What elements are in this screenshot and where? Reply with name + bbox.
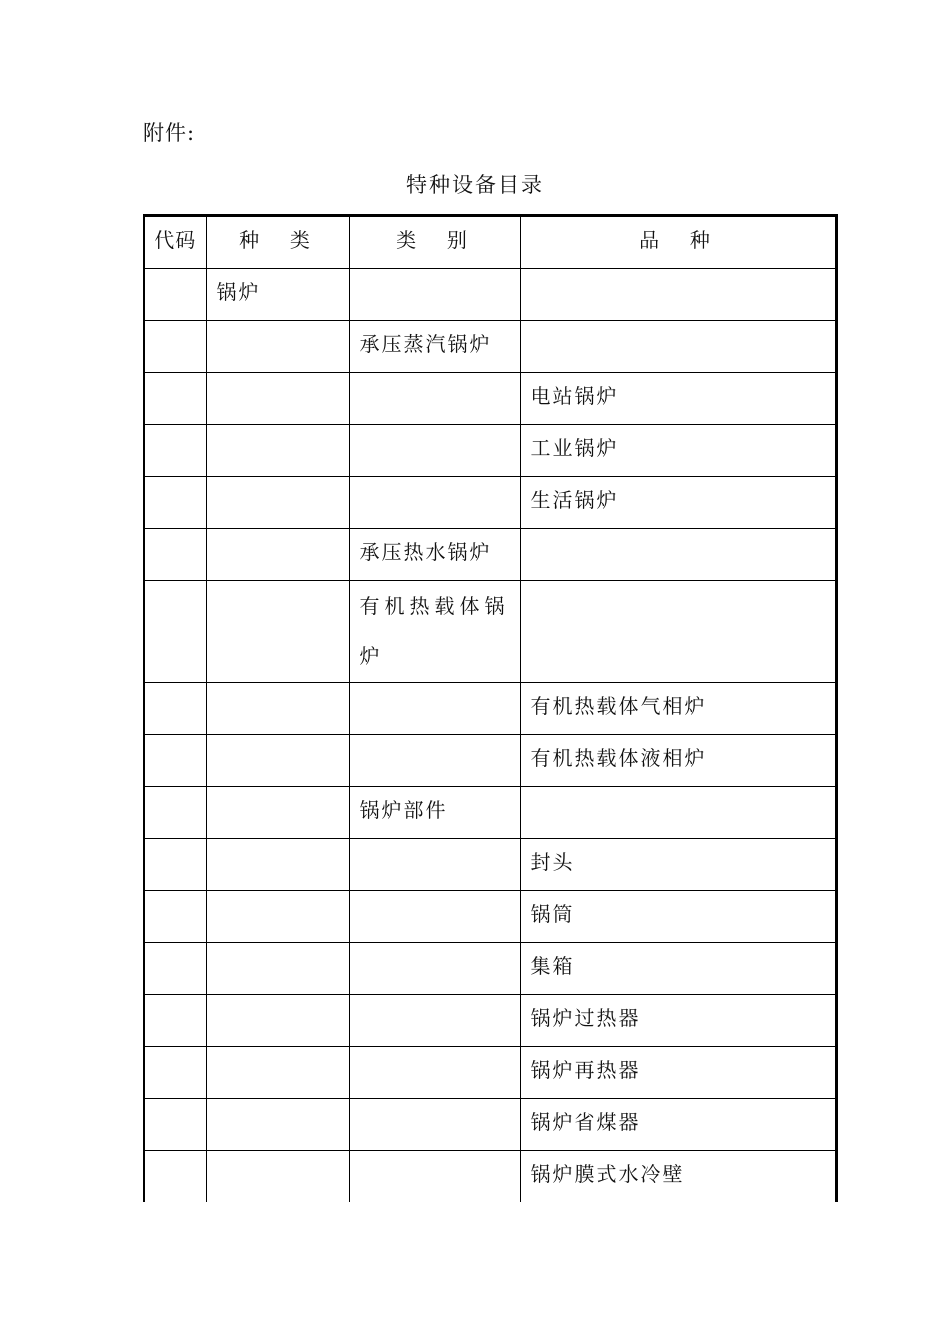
- cell-kind: [206, 787, 349, 839]
- table-row: [144, 995, 836, 1047]
- cell-code: [144, 1047, 206, 1099]
- cell-kind: [206, 1047, 349, 1099]
- cell-variety: 集箱: [520, 943, 836, 995]
- cell-kind: [206, 1151, 349, 1203]
- equipment-catalog-table: [143, 214, 838, 1202]
- header-kind: 种 类: [206, 216, 349, 269]
- cell-category: [349, 839, 520, 891]
- cell-category: [349, 373, 520, 425]
- cell-category: [349, 477, 520, 529]
- header-code: 代码: [144, 216, 206, 269]
- table-row: [144, 787, 836, 839]
- cell-kind: [206, 943, 349, 995]
- cell-category: [349, 425, 520, 477]
- cell-variety: 有机热载体液相炉: [520, 735, 836, 787]
- table-row: [144, 1099, 836, 1151]
- cell-variety: 锅炉膜式水冷壁: [520, 1151, 836, 1203]
- table-row: [144, 1047, 836, 1099]
- table-row: [144, 683, 836, 735]
- cell-kind: [206, 839, 349, 891]
- cell-variety: 电站锅炉: [520, 373, 836, 425]
- cell-code: [144, 839, 206, 891]
- cell-category: 承压热水锅炉: [349, 529, 520, 581]
- cell-category: [349, 735, 520, 787]
- cell-variety: 锅炉过热器: [520, 995, 836, 1047]
- cell-code: [144, 683, 206, 735]
- cell-code: [144, 943, 206, 995]
- header-variety: 品 种: [520, 216, 836, 269]
- table-row: [144, 581, 836, 683]
- cell-category: [349, 995, 520, 1047]
- cell-category: 承压蒸汽锅炉: [349, 321, 520, 373]
- cell-variety: 有机热载体气相炉: [520, 683, 836, 735]
- cell-variety: 封头: [520, 839, 836, 891]
- cell-kind: [206, 995, 349, 1047]
- cell-kind: [206, 321, 349, 373]
- cell-code: [144, 735, 206, 787]
- table-row: [144, 529, 836, 581]
- cell-code: [144, 373, 206, 425]
- table-row: [144, 321, 836, 373]
- cell-category: [349, 1099, 520, 1151]
- cell-kind: [206, 891, 349, 943]
- cell-kind: [206, 529, 349, 581]
- cell-kind: [206, 425, 349, 477]
- cell-code: [144, 995, 206, 1047]
- cell-category: 锅炉部件: [349, 787, 520, 839]
- cell-code: [144, 529, 206, 581]
- cell-code: [144, 891, 206, 943]
- cell-variety: 锅筒: [520, 891, 836, 943]
- attachment-label: 附件:: [143, 121, 196, 145]
- table-row: [144, 373, 836, 425]
- cell-code: [144, 269, 206, 321]
- table-row: [144, 477, 836, 529]
- cell-code: [144, 787, 206, 839]
- table-header-row: [144, 216, 836, 269]
- cell-kind: [206, 581, 349, 683]
- cell-variety: 锅炉再热器: [520, 1047, 836, 1099]
- cell-kind: [206, 1099, 349, 1151]
- cell-variety: [520, 529, 836, 581]
- cell-category: 有机热载体锅炉: [349, 581, 520, 683]
- cell-variety: [520, 581, 836, 683]
- cell-variety: [520, 787, 836, 839]
- cell-kind: [206, 477, 349, 529]
- table-row: [144, 269, 836, 321]
- cell-variety: [520, 269, 836, 321]
- header-category: 类 别: [349, 216, 520, 269]
- cell-category: [349, 269, 520, 321]
- cell-variety: [520, 321, 836, 373]
- table-row: [144, 735, 836, 787]
- table-row: [144, 425, 836, 477]
- cell-category: [349, 943, 520, 995]
- cell-code: [144, 1099, 206, 1151]
- document-title: 特种设备目录: [406, 173, 544, 197]
- cell-variety: 锅炉省煤器: [520, 1099, 836, 1151]
- cell-code: [144, 1151, 206, 1203]
- cell-code: [144, 425, 206, 477]
- cell-category: [349, 1047, 520, 1099]
- cell-kind: [206, 373, 349, 425]
- table-row: [144, 943, 836, 995]
- cell-category: [349, 683, 520, 735]
- table-row: [144, 1151, 836, 1203]
- cell-code: [144, 321, 206, 373]
- cell-kind: 锅炉: [206, 269, 349, 321]
- cell-code: [144, 477, 206, 529]
- cell-variety: 生活锅炉: [520, 477, 836, 529]
- cell-kind: [206, 683, 349, 735]
- table-row: [144, 891, 836, 943]
- cell-variety: 工业锅炉: [520, 425, 836, 477]
- cell-category: [349, 1151, 520, 1203]
- table-row: [144, 839, 836, 891]
- cell-kind: [206, 735, 349, 787]
- cell-code: [144, 581, 206, 683]
- cell-category: [349, 891, 520, 943]
